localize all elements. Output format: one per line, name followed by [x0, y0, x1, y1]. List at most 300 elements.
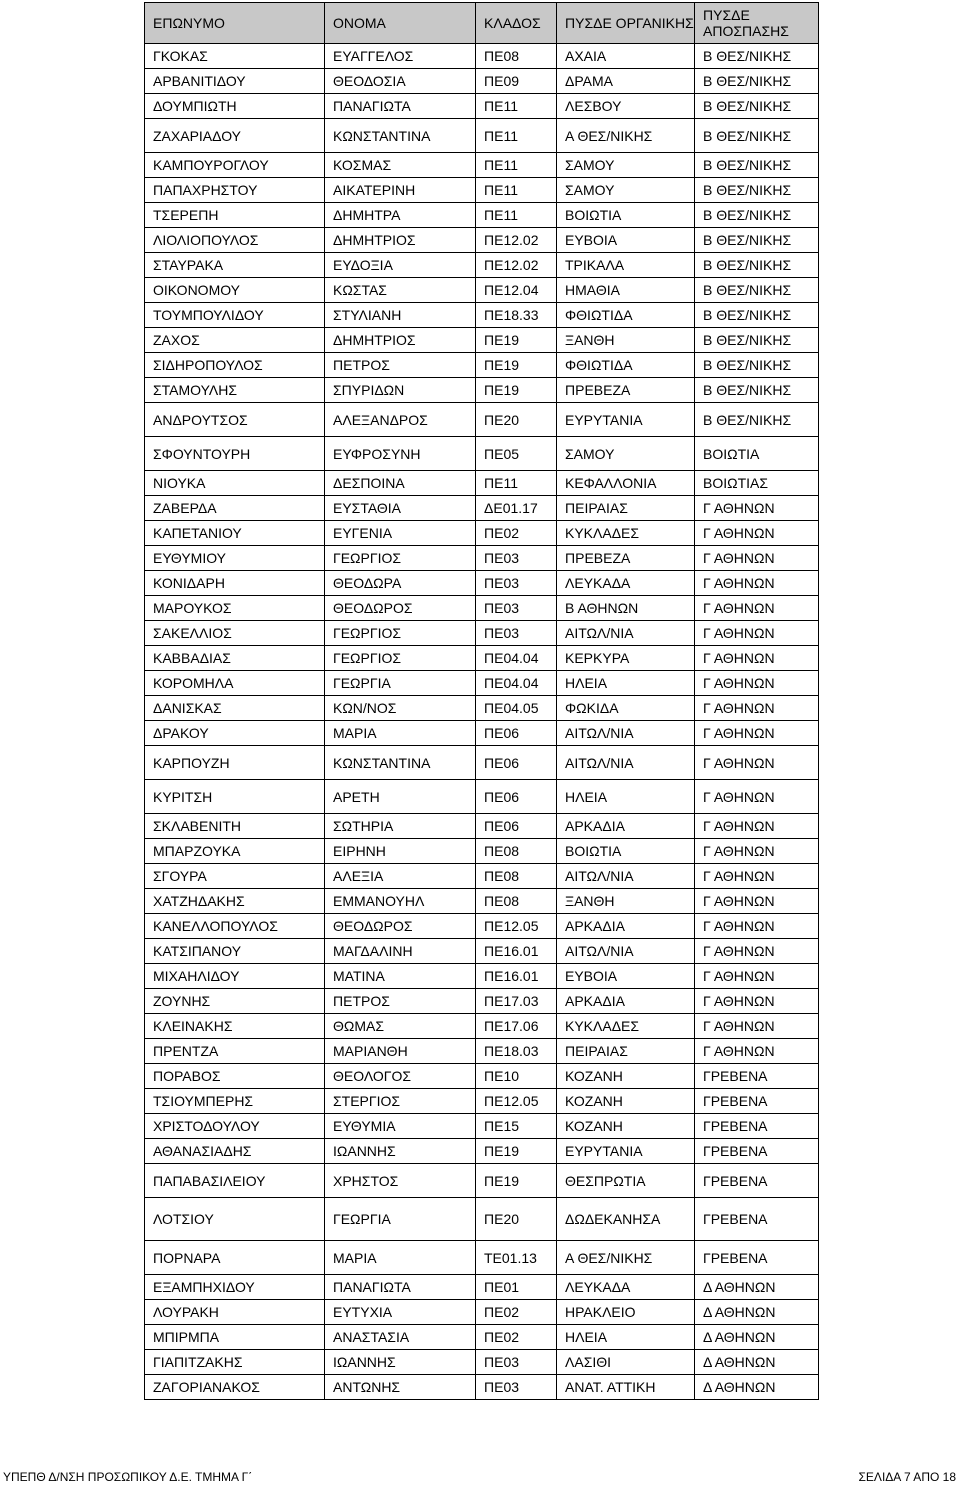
cell-name: ΠΑΝΑΓΙΩΤΑ: [325, 94, 476, 119]
cell-name: ΠΑΝΑΓΙΩΤΑ: [325, 1275, 476, 1300]
cell-secondment-post: Β ΘΕΣ/ΝΙΚΗΣ: [695, 303, 819, 328]
table-row: [145, 571, 819, 596]
cell-secondment-post: Γ ΑΘΗΝΩΝ: [695, 780, 819, 814]
cell-organic-post: ΔΩΔΕΚΑΝΗΣΑ: [557, 1198, 695, 1241]
cell-surname: ΣΑΚΕΛΛΙΟΣ: [145, 621, 325, 646]
cell-surname: ΑΡΒΑΝΙΤΙΔΟΥ: [145, 69, 325, 94]
cell-organic-post: ΗΛΕΙΑ: [557, 1325, 695, 1350]
cell-surname: ΔΑΝΙΣΚΑΣ: [145, 696, 325, 721]
cell-name: ΕΥΔΟΞΙΑ: [325, 253, 476, 278]
header-secondment-post: ΠΥΣΔΕ ΑΠΟΣΠΑΣΗΣ: [695, 3, 819, 44]
cell-organic-post: ΚΟΖΑΝΗ: [557, 1089, 695, 1114]
cell-organic-post: ΗΛΕΙΑ: [557, 671, 695, 696]
cell-organic-post: ΠΕΙΡΑΙΑΣ: [557, 1039, 695, 1064]
table-row: [145, 964, 819, 989]
cell-name: ΚΩΝ/ΝΟΣ: [325, 696, 476, 721]
cell-specialty: ΠΕ11: [476, 471, 557, 496]
table-row: [145, 119, 819, 153]
cell-specialty: ΠΕ03: [476, 546, 557, 571]
cell-name: ΕΥΘΥΜΙΑ: [325, 1114, 476, 1139]
cell-organic-post: ΤΡΙΚΑΛΑ: [557, 253, 695, 278]
cell-name: ΙΩΑΝΝΗΣ: [325, 1139, 476, 1164]
cell-surname: ΤΣΕΡΕΠΗ: [145, 203, 325, 228]
cell-surname: ΣΤΑΥΡΑΚΑ: [145, 253, 325, 278]
cell-surname: ΚΛΕΙΝΑΚΗΣ: [145, 1014, 325, 1039]
cell-organic-post: ΑΝΑΤ. ΑΤΤΙΚΗ: [557, 1375, 695, 1400]
table-row: [145, 69, 819, 94]
cell-name: ΘΕΟΔΩΡΟΣ: [325, 914, 476, 939]
cell-specialty: ΤΕ01.13: [476, 1241, 557, 1275]
cell-specialty: ΠΕ11: [476, 178, 557, 203]
cell-surname: ΧΡΙΣΤΟΔΟΥΛΟΥ: [145, 1114, 325, 1139]
cell-surname: ΚΟΡΟΜΗΛΑ: [145, 671, 325, 696]
cell-organic-post: ΣΑΜΟΥ: [557, 178, 695, 203]
cell-organic-post: ΚΥΚΛΑΔΕΣ: [557, 521, 695, 546]
cell-organic-post: ΑΧΑΙΑ: [557, 44, 695, 69]
table-row: [145, 864, 819, 889]
cell-name: ΕΙΡΗΝΗ: [325, 839, 476, 864]
cell-name: ΕΥΑΓΓΕΛΟΣ: [325, 44, 476, 69]
cell-secondment-post: Γ ΑΘΗΝΩΝ: [695, 964, 819, 989]
cell-organic-post: Α ΘΕΣ/ΝΙΚΗΣ: [557, 119, 695, 153]
cell-surname: ΣΦΟΥΝΤΟΥΡΗ: [145, 437, 325, 471]
table-row: [145, 278, 819, 303]
cell-secondment-post: Γ ΑΘΗΝΩΝ: [695, 596, 819, 621]
cell-specialty: ΠΕ05: [476, 437, 557, 471]
table-row: [145, 44, 819, 69]
cell-specialty: ΠΕ19: [476, 1164, 557, 1198]
cell-organic-post: ΣΑΜΟΥ: [557, 153, 695, 178]
cell-name: ΘΕΟΔΟΣΙΑ: [325, 69, 476, 94]
cell-surname: ΚΑΤΣΙΠΑΝΟΥ: [145, 939, 325, 964]
cell-secondment-post: ΒΟΙΩΤΙΑ: [695, 437, 819, 471]
table-row: [145, 721, 819, 746]
cell-organic-post: ΛΕΥΚΑΔΑ: [557, 571, 695, 596]
table-row: [145, 746, 819, 780]
cell-secondment-post: Γ ΑΘΗΝΩΝ: [695, 839, 819, 864]
cell-specialty: ΠΕ12.05: [476, 914, 557, 939]
cell-specialty: ΠΕ08: [476, 864, 557, 889]
cell-surname: ΛΙΟΛΙΟΠΟΥΛΟΣ: [145, 228, 325, 253]
cell-surname: ΠΡΕΝΤΖΑ: [145, 1039, 325, 1064]
cell-secondment-post: ΓΡΕΒΕΝΑ: [695, 1164, 819, 1198]
cell-secondment-post: Β ΘΕΣ/ΝΙΚΗΣ: [695, 278, 819, 303]
cell-surname: ΣΤΑΜΟΥΛΗΣ: [145, 378, 325, 403]
cell-specialty: ΠΕ19: [476, 378, 557, 403]
cell-name: ΚΩΣΤΑΣ: [325, 278, 476, 303]
cell-surname: ΜΠΑΡΖΟΥΚΑ: [145, 839, 325, 864]
cell-secondment-post: Β ΘΕΣ/ΝΙΚΗΣ: [695, 153, 819, 178]
table-row: [145, 889, 819, 914]
cell-organic-post: ΚΥΚΛΑΔΕΣ: [557, 1014, 695, 1039]
cell-name: ΜΑΤΙΝΑ: [325, 964, 476, 989]
table-row: [145, 1114, 819, 1139]
cell-secondment-post: Δ ΑΘΗΝΩΝ: [695, 1375, 819, 1400]
cell-secondment-post: Γ ΑΘΗΝΩΝ: [695, 1039, 819, 1064]
cell-specialty: ΠΕ18.03: [476, 1039, 557, 1064]
table-row: [145, 596, 819, 621]
cell-organic-post: ΛΕΣΒΟΥ: [557, 94, 695, 119]
cell-name: ΜΑΓΔΑΛΙΝΗ: [325, 939, 476, 964]
cell-specialty: ΠΕ04.04: [476, 646, 557, 671]
cell-secondment-post: Γ ΑΘΗΝΩΝ: [695, 546, 819, 571]
cell-name: ΜΑΡΙΑ: [325, 1241, 476, 1275]
cell-organic-post: ΘΕΣΠΡΩΤΙΑ: [557, 1164, 695, 1198]
cell-name: ΓΕΩΡΓΙΑ: [325, 671, 476, 696]
header-name: ΟΝΟΜΑ: [325, 3, 476, 44]
cell-organic-post: ΑΙΤΩΛ/ΝΙΑ: [557, 864, 695, 889]
cell-surname: ΖΑΓΟΡΙΑΝΑΚΟΣ: [145, 1375, 325, 1400]
table-row: [145, 253, 819, 278]
cell-secondment-post: Β ΘΕΣ/ΝΙΚΗΣ: [695, 378, 819, 403]
cell-organic-post: ΦΘΙΩΤΙΔΑ: [557, 303, 695, 328]
cell-surname: ΜΑΡΟΥΚΟΣ: [145, 596, 325, 621]
cell-surname: ΝΙΟΥΚΑ: [145, 471, 325, 496]
cell-name: ΕΜΜΑΝΟΥΗΛ: [325, 889, 476, 914]
cell-specialty: ΠΕ08: [476, 839, 557, 864]
cell-surname: ΛΟΤΣΙΟΥ: [145, 1198, 325, 1241]
cell-surname: ΖΑΒΕΡΔΑ: [145, 496, 325, 521]
table-row: [145, 178, 819, 203]
cell-organic-post: ΛΕΥΚΑΔΑ: [557, 1275, 695, 1300]
cell-specialty: ΠΕ08: [476, 44, 557, 69]
cell-name: ΘΕΟΔΩΡΑ: [325, 571, 476, 596]
cell-organic-post: Β ΑΘΗΝΩΝ: [557, 596, 695, 621]
cell-organic-post: ΕΥΒΟΙΑ: [557, 964, 695, 989]
cell-specialty: ΠΕ15: [476, 1114, 557, 1139]
cell-secondment-post: Δ ΑΘΗΝΩΝ: [695, 1275, 819, 1300]
cell-specialty: ΠΕ02: [476, 521, 557, 546]
cell-surname: ΤΟΥΜΠΟΥΛΙΔΟΥ: [145, 303, 325, 328]
cell-specialty: ΠΕ19: [476, 328, 557, 353]
cell-surname: ΖΑΧΟΣ: [145, 328, 325, 353]
cell-name: ΚΩΝΣΤΑΝΤΙΝΑ: [325, 746, 476, 780]
cell-name: ΣΤΕΡΓΙΟΣ: [325, 1089, 476, 1114]
header-organic-post: ΠΥΣΔΕ ΟΡΓΑΝΙΚΗΣ: [557, 3, 695, 44]
page-footer: [0, 1469, 960, 1485]
cell-name: ΓΕΩΡΓΙΟΣ: [325, 546, 476, 571]
cell-organic-post: ΑΡΚΑΔΙΑ: [557, 814, 695, 839]
table-row: [145, 989, 819, 1014]
cell-surname: ΔΡΑΚΟΥ: [145, 721, 325, 746]
table-row: [145, 780, 819, 814]
cell-specialty: ΠΕ03: [476, 1375, 557, 1400]
cell-specialty: ΠΕ02: [476, 1325, 557, 1350]
table-row: [145, 814, 819, 839]
cell-organic-post: ΚΟΖΑΝΗ: [557, 1064, 695, 1089]
cell-secondment-post: ΓΡΕΒΕΝΑ: [695, 1198, 819, 1241]
table-row: [145, 1014, 819, 1039]
cell-surname: ΖΑΧΑΡΙΑΔΟΥ: [145, 119, 325, 153]
cell-secondment-post: Β ΘΕΣ/ΝΙΚΗΣ: [695, 228, 819, 253]
staff-table: [144, 2, 819, 1400]
table-row: [145, 914, 819, 939]
cell-specialty: ΠΕ03: [476, 571, 557, 596]
table-row: [145, 1064, 819, 1089]
cell-specialty: ΠΕ19: [476, 1139, 557, 1164]
cell-secondment-post: Γ ΑΘΗΝΩΝ: [695, 889, 819, 914]
cell-name: ΑΝΑΣΤΑΣΙΑ: [325, 1325, 476, 1350]
cell-name: ΠΕΤΡΟΣ: [325, 989, 476, 1014]
cell-surname: ΚΥΡΙΤΣΗ: [145, 780, 325, 814]
table-row: [145, 521, 819, 546]
cell-name: ΑΙΚΑΤΕΡΙΝΗ: [325, 178, 476, 203]
table-row: [145, 646, 819, 671]
cell-surname: ΣΚΛΑΒΕΝΙΤΗ: [145, 814, 325, 839]
cell-surname: ΜΙΧΑΗΛΙΔΟΥ: [145, 964, 325, 989]
cell-organic-post: ΠΕΙΡΑΙΑΣ: [557, 496, 695, 521]
cell-name: ΔΕΣΠΟΙΝΑ: [325, 471, 476, 496]
table-row: [145, 496, 819, 521]
cell-secondment-post: Β ΘΕΣ/ΝΙΚΗΣ: [695, 69, 819, 94]
cell-specialty: ΠΕ19: [476, 353, 557, 378]
cell-surname: ΑΘΑΝΑΣΙΑΔΗΣ: [145, 1139, 325, 1164]
cell-surname: ΕΥΘΥΜΙΟΥ: [145, 546, 325, 571]
cell-organic-post: ΑΡΚΑΔΙΑ: [557, 914, 695, 939]
cell-name: ΔΗΜΗΤΡΑ: [325, 203, 476, 228]
cell-specialty: ΠΕ18.33: [476, 303, 557, 328]
table-row: [145, 1089, 819, 1114]
cell-name: ΓΕΩΡΓΙΑ: [325, 1198, 476, 1241]
cell-secondment-post: Γ ΑΘΗΝΩΝ: [695, 1014, 819, 1039]
cell-name: ΚΟΣΜΑΣ: [325, 153, 476, 178]
cell-secondment-post: Γ ΑΘΗΝΩΝ: [695, 864, 819, 889]
cell-name: ΘΩΜΑΣ: [325, 1014, 476, 1039]
table-row: [145, 403, 819, 437]
cell-specialty: ΠΕ11: [476, 119, 557, 153]
table-row: [145, 328, 819, 353]
cell-specialty: ΠΕ12.04: [476, 278, 557, 303]
cell-secondment-post: Δ ΑΘΗΝΩΝ: [695, 1325, 819, 1350]
cell-name: ΜΑΡΙΑΝΘΗ: [325, 1039, 476, 1064]
table-row: [145, 1164, 819, 1198]
cell-secondment-post: ΓΡΕΒΕΝΑ: [695, 1139, 819, 1164]
table-row: [145, 1241, 819, 1275]
cell-organic-post: ΕΥΡΥΤΑΝΙΑ: [557, 403, 695, 437]
cell-secondment-post: ΓΡΕΒΕΝΑ: [695, 1064, 819, 1089]
cell-organic-post: ΠΡΕΒΕΖΑ: [557, 546, 695, 571]
cell-specialty: ΠΕ04.05: [476, 696, 557, 721]
cell-secondment-post: Γ ΑΘΗΝΩΝ: [695, 496, 819, 521]
cell-surname: ΣΓΟΥΡΑ: [145, 864, 325, 889]
cell-surname: ΚΑΠΕΤΑΝΙΟΥ: [145, 521, 325, 546]
cell-name: ΕΥΦΡΟΣΥΝΗ: [325, 437, 476, 471]
cell-surname: ΣΙΔΗΡΟΠΟΥΛΟΣ: [145, 353, 325, 378]
cell-secondment-post: Β ΘΕΣ/ΝΙΚΗΣ: [695, 403, 819, 437]
cell-organic-post: ΚΕΦΑΛΛΟΝΙΑ: [557, 471, 695, 496]
cell-secondment-post: Γ ΑΘΗΝΩΝ: [695, 914, 819, 939]
cell-organic-post: ΒΟΙΩΤΙΑ: [557, 839, 695, 864]
table-header-row: [145, 3, 819, 44]
cell-name: ΘΕΟΔΩΡΟΣ: [325, 596, 476, 621]
cell-specialty: ΠΕ20: [476, 403, 557, 437]
table-row: [145, 1325, 819, 1350]
cell-secondment-post: Β ΘΕΣ/ΝΙΚΗΣ: [695, 353, 819, 378]
cell-name: ΠΕΤΡΟΣ: [325, 353, 476, 378]
cell-secondment-post: Γ ΑΘΗΝΩΝ: [695, 939, 819, 964]
cell-organic-post: ΚΟΖΑΝΗ: [557, 1114, 695, 1139]
cell-secondment-post: Γ ΑΘΗΝΩΝ: [695, 646, 819, 671]
cell-surname: ΜΠΙΡΜΠΑ: [145, 1325, 325, 1350]
table-row: [145, 1275, 819, 1300]
cell-organic-post: ΦΩΚΙΔΑ: [557, 696, 695, 721]
cell-secondment-post: ΓΡΕΒΕΝΑ: [695, 1114, 819, 1139]
cell-specialty: ΠΕ16.01: [476, 939, 557, 964]
cell-name: ΣΠΥΡΙΔΩΝ: [325, 378, 476, 403]
cell-organic-post: ΒΟΙΩΤΙΑ: [557, 203, 695, 228]
cell-organic-post: Α ΘΕΣ/ΝΙΚΗΣ: [557, 1241, 695, 1275]
cell-secondment-post: Γ ΑΘΗΝΩΝ: [695, 671, 819, 696]
table-row: [145, 1375, 819, 1400]
cell-organic-post: ΚΕΡΚΥΡΑ: [557, 646, 695, 671]
table-row: [145, 153, 819, 178]
cell-organic-post: ΗΛΕΙΑ: [557, 780, 695, 814]
cell-organic-post: ΑΙΤΩΛ/ΝΙΑ: [557, 939, 695, 964]
cell-specialty: ΠΕ17.03: [476, 989, 557, 1014]
cell-specialty: ΠΕ09: [476, 69, 557, 94]
cell-organic-post: ΗΡΑΚΛΕΙΟ: [557, 1300, 695, 1325]
cell-name: ΑΛΕΞΑΝΔΡΟΣ: [325, 403, 476, 437]
cell-organic-post: ΕΥΒΟΙΑ: [557, 228, 695, 253]
cell-name: ΜΑΡΙΑ: [325, 721, 476, 746]
cell-specialty: ΠΕ11: [476, 203, 557, 228]
cell-specialty: ΠΕ01: [476, 1275, 557, 1300]
table-row: [145, 203, 819, 228]
cell-surname: ΠΑΠΑΧΡΗΣΤΟΥ: [145, 178, 325, 203]
cell-secondment-post: Γ ΑΘΗΝΩΝ: [695, 814, 819, 839]
table-row: [145, 1039, 819, 1064]
cell-name: ΕΥΤΥΧΙΑ: [325, 1300, 476, 1325]
table-row: [145, 621, 819, 646]
staff-table-container: [144, 2, 818, 1400]
cell-surname: ΠΟΡΝΑΡΑ: [145, 1241, 325, 1275]
cell-specialty: ΠΕ16.01: [476, 964, 557, 989]
table-row: [145, 696, 819, 721]
header-surname: ΕΠΩΝΥΜΟ: [145, 3, 325, 44]
table-row: [145, 1139, 819, 1164]
table-row: [145, 1350, 819, 1375]
cell-name: ΔΗΜΗΤΡΙΟΣ: [325, 328, 476, 353]
cell-surname: ΚΟΝΙΔΑΡΗ: [145, 571, 325, 596]
cell-name: ΕΥΣΤΑΘΙΑ: [325, 496, 476, 521]
cell-organic-post: ΛΑΣΙΘΙ: [557, 1350, 695, 1375]
cell-surname: ΠΑΠΑΒΑΣΙΛΕΙΟΥ: [145, 1164, 325, 1198]
cell-organic-post: ΔΡΑΜΑ: [557, 69, 695, 94]
cell-surname: ΕΞΑΜΠΗΧΙΔΟΥ: [145, 1275, 325, 1300]
cell-surname: ΚΑΝΕΛΛΟΠΟΥΛΟΣ: [145, 914, 325, 939]
cell-secondment-post: Γ ΑΘΗΝΩΝ: [695, 746, 819, 780]
cell-specialty: ΠΕ02: [476, 1300, 557, 1325]
cell-surname: ΧΑΤΖΗΔΑΚΗΣ: [145, 889, 325, 914]
cell-surname: ΛΟΥΡΑΚΗ: [145, 1300, 325, 1325]
table-row: [145, 303, 819, 328]
cell-name: ΧΡΗΣΤΟΣ: [325, 1164, 476, 1198]
table-row: [145, 437, 819, 471]
cell-specialty: ΠΕ08: [476, 889, 557, 914]
cell-organic-post: ΑΡΚΑΔΙΑ: [557, 989, 695, 1014]
cell-organic-post: ΑΙΤΩΛ/ΝΙΑ: [557, 721, 695, 746]
cell-specialty: ΠΕ03: [476, 596, 557, 621]
table-row: [145, 839, 819, 864]
footer-page-number: ΣΕΛΙΔΑ 7 ΑΠΟ 18: [858, 1470, 956, 1484]
cell-secondment-post: Γ ΑΘΗΝΩΝ: [695, 571, 819, 596]
cell-secondment-post: Γ ΑΘΗΝΩΝ: [695, 989, 819, 1014]
cell-surname: ΟΙΚΟΝΟΜΟΥ: [145, 278, 325, 303]
cell-surname: ΔΟΥΜΠΙΩΤΗ: [145, 94, 325, 119]
cell-name: ΕΥΓΕΝΙΑ: [325, 521, 476, 546]
footer-department: ΥΠΕΠΘ Δ/ΝΣΗ ΠΡΟΣΩΠΙΚΟΥ Δ.Ε. ΤΜΗΜΑ Γ΄: [3, 1470, 253, 1484]
cell-organic-post: ΑΙΤΩΛ/ΝΙΑ: [557, 621, 695, 646]
cell-secondment-post: Β ΘΕΣ/ΝΙΚΗΣ: [695, 94, 819, 119]
cell-organic-post: ΣΑΜΟΥ: [557, 437, 695, 471]
cell-specialty: ΠΕ06: [476, 746, 557, 780]
cell-secondment-post: Γ ΑΘΗΝΩΝ: [695, 621, 819, 646]
table-row: [145, 1198, 819, 1241]
cell-name: ΑΛΕΞΙΑ: [325, 864, 476, 889]
cell-surname: ΚΑΡΠΟΥΖΗ: [145, 746, 325, 780]
cell-name: ΙΩΑΝΝΗΣ: [325, 1350, 476, 1375]
cell-specialty: ΠΕ03: [476, 1350, 557, 1375]
table-row: [145, 471, 819, 496]
cell-surname: ΠΟΡΑΒΟΣ: [145, 1064, 325, 1089]
cell-secondment-post: Β ΘΕΣ/ΝΙΚΗΣ: [695, 328, 819, 353]
cell-secondment-post: Β ΘΕΣ/ΝΙΚΗΣ: [695, 178, 819, 203]
cell-specialty: ΠΕ10: [476, 1064, 557, 1089]
cell-name: ΓΕΩΡΓΙΟΣ: [325, 621, 476, 646]
cell-secondment-post: Δ ΑΘΗΝΩΝ: [695, 1350, 819, 1375]
cell-name: ΑΝΤΩΝΗΣ: [325, 1375, 476, 1400]
cell-secondment-post: Γ ΑΘΗΝΩΝ: [695, 721, 819, 746]
table-row: [145, 378, 819, 403]
cell-secondment-post: Δ ΑΘΗΝΩΝ: [695, 1300, 819, 1325]
cell-name: ΚΩΝΣΤΑΝΤΙΝΑ: [325, 119, 476, 153]
cell-name: ΔΗΜΗΤΡΙΟΣ: [325, 228, 476, 253]
cell-specialty: ΠΕ03: [476, 621, 557, 646]
table-row: [145, 671, 819, 696]
cell-organic-post: ΗΜΑΘΙΑ: [557, 278, 695, 303]
cell-name: ΓΕΩΡΓΙΟΣ: [325, 646, 476, 671]
cell-organic-post: ΞΑΝΘΗ: [557, 889, 695, 914]
cell-name: ΣΩΤΗΡΙΑ: [325, 814, 476, 839]
table-row: [145, 94, 819, 119]
cell-name: ΣΤΥΛΙΑΝΗ: [325, 303, 476, 328]
cell-surname: ΚΑΒΒΑΔΙΑΣ: [145, 646, 325, 671]
cell-specialty: ΠΕ06: [476, 780, 557, 814]
cell-specialty: ΠΕ17.06: [476, 1014, 557, 1039]
cell-organic-post: ΕΥΡΥΤΑΝΙΑ: [557, 1139, 695, 1164]
cell-specialty: ΠΕ04.04: [476, 671, 557, 696]
table-row: [145, 353, 819, 378]
cell-surname: ΓΚΟΚΑΣ: [145, 44, 325, 69]
cell-specialty: ΠΕ12.02: [476, 228, 557, 253]
table-row: [145, 546, 819, 571]
cell-name: ΑΡΕΤΗ: [325, 780, 476, 814]
table-row: [145, 939, 819, 964]
cell-specialty: ΠΕ12.02: [476, 253, 557, 278]
cell-specialty: ΠΕ06: [476, 814, 557, 839]
cell-specialty: ΠΕ11: [476, 153, 557, 178]
cell-surname: ΑΝΔΡΟΥΤΣΟΣ: [145, 403, 325, 437]
cell-specialty: ΠΕ06: [476, 721, 557, 746]
cell-specialty: ΠΕ11: [476, 94, 557, 119]
cell-organic-post: ΠΡΕΒΕΖΑ: [557, 378, 695, 403]
cell-surname: ΤΣΙΟΥΜΠΕΡΗΣ: [145, 1089, 325, 1114]
cell-specialty: ΠΕ20: [476, 1198, 557, 1241]
cell-secondment-post: Β ΘΕΣ/ΝΙΚΗΣ: [695, 119, 819, 153]
cell-surname: ΖΟΥΝΗΣ: [145, 989, 325, 1014]
table-row: [145, 228, 819, 253]
cell-surname: ΓΙΑΠΙΤΖΑΚΗΣ: [145, 1350, 325, 1375]
